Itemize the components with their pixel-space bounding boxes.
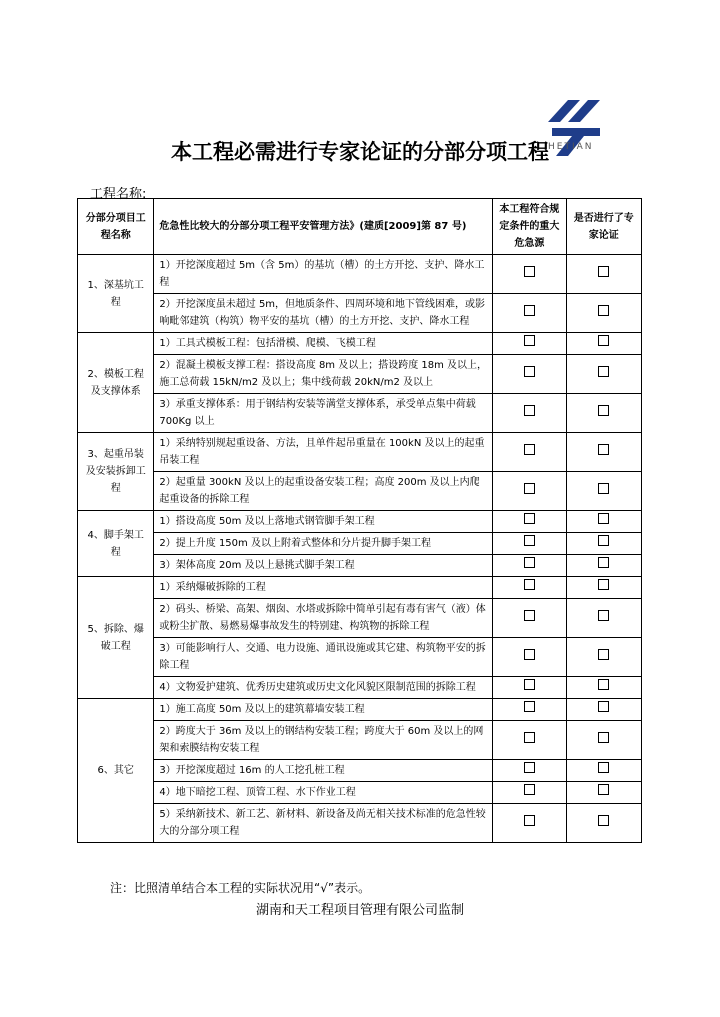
meets-cell — [493, 433, 566, 472]
expert-checkbox[interactable] — [598, 405, 609, 416]
table-row — [78, 638, 642, 677]
meets-cell — [493, 699, 566, 721]
table-row — [78, 782, 642, 804]
item-description: 1）采纳爆破拆除的工程 — [154, 577, 493, 599]
expert-cell — [566, 333, 641, 355]
item-description: 3）承重支撑体系：用于钢结构安装等满堂支撑体系，承受单点集中荷载 700Kg 以上 — [154, 394, 493, 433]
table-row — [78, 511, 642, 533]
meets-checkbox[interactable] — [524, 679, 535, 690]
item-description: 3）架体高度 20m 及以上悬挑式脚手架工程 — [154, 555, 493, 577]
expert-checkbox[interactable] — [598, 701, 609, 712]
expert-checkbox[interactable] — [598, 579, 609, 590]
expert-checkbox[interactable] — [598, 815, 609, 826]
expert-review-table — [77, 198, 642, 843]
meets-cell — [493, 555, 566, 577]
meets-cell — [493, 355, 566, 394]
expert-checkbox[interactable] — [598, 610, 609, 621]
meets-checkbox[interactable] — [524, 405, 535, 416]
expert-cell — [566, 511, 641, 533]
expert-cell — [566, 782, 641, 804]
expert-checkbox[interactable] — [598, 649, 609, 660]
expert-checkbox[interactable] — [598, 679, 609, 690]
expert-cell — [566, 294, 641, 333]
meets-cell — [493, 394, 566, 433]
category-cell: 2、模板工程及支撑体系 — [78, 333, 154, 433]
expert-cell — [566, 699, 641, 721]
item-description: 2）混凝土模板支撑工程：搭设高度 8m 及以上；搭设跨度 18m 及以上，施工总荷载 15kN/m2 及以上；集中线荷载 20kN/m2 及以上 — [154, 355, 493, 394]
header-standard: 危急性比较大的分部分项工程平安管理方法》(建质[2009]第 87 号) — [154, 199, 493, 255]
table-row — [78, 472, 642, 511]
meets-checkbox[interactable] — [524, 701, 535, 712]
expert-cell — [566, 599, 641, 638]
item-description: 2）提上升度 150m 及以上附着式整体和分片提升脚手架工程 — [154, 533, 493, 555]
item-description: 2）码头、桥梁、高架、烟囱、水塔或拆除中简单引起有毒有害气（液）体或粉尘扩散、易燃易爆事故发生的特别建、构筑物的拆除工程 — [154, 599, 493, 638]
meets-checkbox[interactable] — [524, 335, 535, 346]
meets-checkbox[interactable] — [524, 784, 535, 795]
meets-checkbox[interactable] — [524, 610, 535, 621]
table-row — [78, 333, 642, 355]
item-description: 3）开挖深度超过 16m 的人工挖孔桩工程 — [154, 760, 493, 782]
meets-cell — [493, 472, 566, 511]
item-description: 1）工具式模板工程：包括滑模、爬模、飞模工程 — [154, 333, 493, 355]
expert-cell — [566, 577, 641, 599]
meets-cell — [493, 255, 566, 294]
meets-cell — [493, 577, 566, 599]
item-description: 2）开挖深度虽未超过 5m，但地质条件、四周环境和地下管线困难，或影响毗邻建筑（构筑）物平安的基坑（槽）的土方开挖、支护、降水工程 — [154, 294, 493, 333]
table-header-row — [78, 199, 642, 255]
meets-checkbox[interactable] — [524, 579, 535, 590]
table-row — [78, 599, 642, 638]
item-description: 1）搭设高度 50m 及以上落地式钢管脚手架工程 — [154, 511, 493, 533]
category-cell: 3、起重吊装及安装拆卸工程 — [78, 433, 154, 511]
meets-checkbox[interactable] — [524, 444, 535, 455]
expert-checkbox[interactable] — [598, 266, 609, 277]
table-row — [78, 533, 642, 555]
expert-cell — [566, 533, 641, 555]
meets-cell — [493, 760, 566, 782]
meets-checkbox[interactable] — [524, 366, 535, 377]
item-description: 2）跨度大于 36m 及以上的钢结构安装工程；跨度大于 60m 及以上的网架和索膜结构安装工程 — [154, 721, 493, 760]
meets-checkbox[interactable] — [524, 762, 535, 773]
expert-checkbox[interactable] — [598, 732, 609, 743]
meets-cell — [493, 333, 566, 355]
meets-checkbox[interactable] — [524, 305, 535, 316]
expert-cell — [566, 255, 641, 294]
meets-checkbox[interactable] — [524, 649, 535, 660]
table-row — [78, 677, 642, 699]
expert-cell — [566, 433, 641, 472]
expert-checkbox[interactable] — [598, 366, 609, 377]
meets-checkbox[interactable] — [524, 483, 535, 494]
expert-checkbox[interactable] — [598, 444, 609, 455]
table-row — [78, 294, 642, 333]
project-name-label: 工程名称: — [90, 187, 147, 202]
meets-checkbox[interactable] — [524, 266, 535, 277]
table-row — [78, 555, 642, 577]
header-expert: 是否进行了专家论证 — [566, 199, 641, 255]
expert-cell — [566, 804, 641, 843]
expert-cell — [566, 394, 641, 433]
expert-checkbox[interactable] — [598, 784, 609, 795]
table-row — [78, 355, 642, 394]
item-description: 2）起重量 300kN 及以上的起重设备安装工程；高度 200m 及以上内爬起重设备的拆除工程 — [154, 472, 493, 511]
expert-checkbox[interactable] — [598, 762, 609, 773]
meets-checkbox[interactable] — [524, 557, 535, 568]
expert-checkbox[interactable] — [598, 513, 609, 524]
meets-cell — [493, 721, 566, 760]
expert-checkbox[interactable] — [598, 483, 609, 494]
table-row — [78, 255, 642, 294]
expert-checkbox[interactable] — [598, 557, 609, 568]
category-cell: 4、脚手架工程 — [78, 511, 154, 577]
item-description: 4）文物爱护建筑、优秀历史建筑或历史文化风貌区限制范围的拆除工程 — [154, 677, 493, 699]
table-row — [78, 577, 642, 599]
item-description: 5）采纳新技术、新工艺、新材料、新设备及尚无相关技术标准的危急性较大的分部分项工程 — [154, 804, 493, 843]
logo-text: HETIAN — [548, 142, 594, 152]
category-cell: 5、拆除、爆破工程 — [78, 577, 154, 699]
table-row — [78, 433, 642, 472]
meets-checkbox[interactable] — [524, 815, 535, 826]
page-title: 本工程必需进行专家论证的分部分项工程 — [171, 139, 549, 164]
meets-cell — [493, 677, 566, 699]
meets-cell — [493, 804, 566, 843]
category-cell: 1、深基坑工程 — [78, 255, 154, 333]
expert-cell — [566, 760, 641, 782]
item-description: 1）开挖深度超过 5m（含 5m）的基坑（槽）的土方开挖、支护、降水工程 — [154, 255, 493, 294]
item-description: 4）地下暗挖工程、顶管工程、水下作业工程 — [154, 782, 493, 804]
table-row — [78, 804, 642, 843]
expert-cell — [566, 555, 641, 577]
expert-cell — [566, 472, 641, 511]
meets-cell — [493, 638, 566, 677]
expert-cell — [566, 721, 641, 760]
footnote: 注：比照清单结合本工程的实际状况用“√”表示。 — [110, 881, 371, 895]
header-meets: 本工程符合规定条件的重大危急源 — [493, 199, 566, 255]
meets-cell — [493, 533, 566, 555]
expert-cell — [566, 677, 641, 699]
table-row — [78, 699, 642, 721]
table-row — [78, 721, 642, 760]
meets-cell — [493, 294, 566, 333]
expert-checkbox[interactable] — [598, 305, 609, 316]
meets-cell — [493, 599, 566, 638]
header-category: 分部分项目工程名称 — [78, 199, 154, 255]
meets-checkbox[interactable] — [524, 732, 535, 743]
item-description: 1）采纳特别规起重设备、方法，且单件起吊重量在 100kN 及以上的起重吊装工程 — [154, 433, 493, 472]
item-description: 3）可能影响行人、交通、电力设施、通讯设施或其它建、构筑物平安的拆除工程 — [154, 638, 493, 677]
footer-issuer: 湖南和天工程项目管理有限公司监制 — [255, 903, 464, 918]
category-cell: 6、其它 — [78, 699, 154, 843]
meets-checkbox[interactable] — [524, 513, 535, 524]
expert-checkbox[interactable] — [598, 335, 609, 346]
meets-cell — [493, 511, 566, 533]
meets-cell — [493, 782, 566, 804]
meets-checkbox[interactable] — [524, 535, 535, 546]
expert-cell — [566, 638, 641, 677]
expert-checkbox[interactable] — [598, 535, 609, 546]
table-row — [78, 760, 642, 782]
item-description: 1）施工高度 50m 及以上的建筑幕墙安装工程 — [154, 699, 493, 721]
expert-cell — [566, 355, 641, 394]
table-row — [78, 394, 642, 433]
